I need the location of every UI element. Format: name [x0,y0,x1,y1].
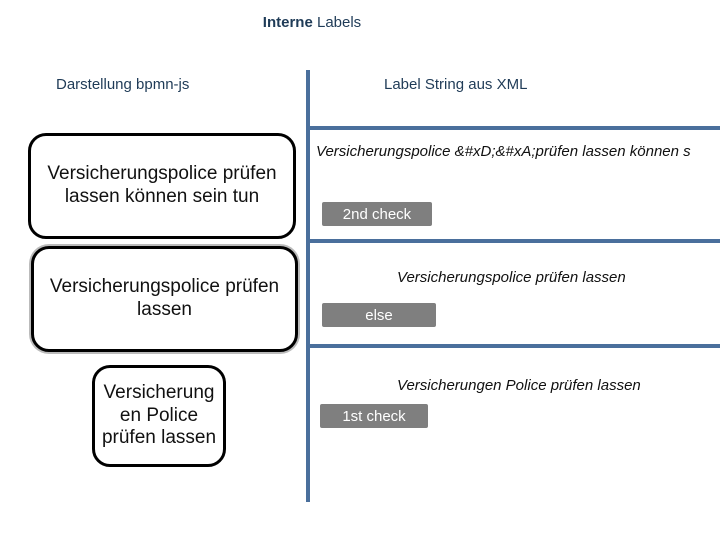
xml-label-3: Versicherungen Police prüfen lassen [397,377,641,394]
column-heading-xml: Label String aus XML [384,76,528,93]
flow-label-2[interactable]: else [322,303,436,327]
vertical-divider [306,70,310,502]
xml-label-1: Versicherungspolice &#xD;&#xA;prüfen lassen können s [316,143,691,160]
row-divider-2 [306,239,720,243]
task-box-3[interactable] [92,365,226,467]
flow-label-1[interactable]: 2nd check [322,202,432,226]
row-divider-1 [306,126,720,130]
column-heading-rendering: Darstellung bpmn-js [56,76,190,93]
xml-label-2: Versicherungspolice prüfen lassen [397,269,626,286]
task-label-2: Versicherungspolice prüfen lassen [49,276,280,320]
title-rest: Labels [316,14,362,31]
flow-label-3[interactable]: 1st check [320,404,428,428]
task-label-1: Versicherungspolice prüfen lassen können sein tun [47,163,277,207]
diagram-title [0,14,624,31]
row-divider-3 [306,344,720,348]
task-box-1[interactable] [28,133,296,239]
task-label-3: Versicherung en Police prüfen lassen [101,381,217,449]
task-box-2[interactable] [31,246,298,352]
title-bold: Interne [262,14,313,31]
